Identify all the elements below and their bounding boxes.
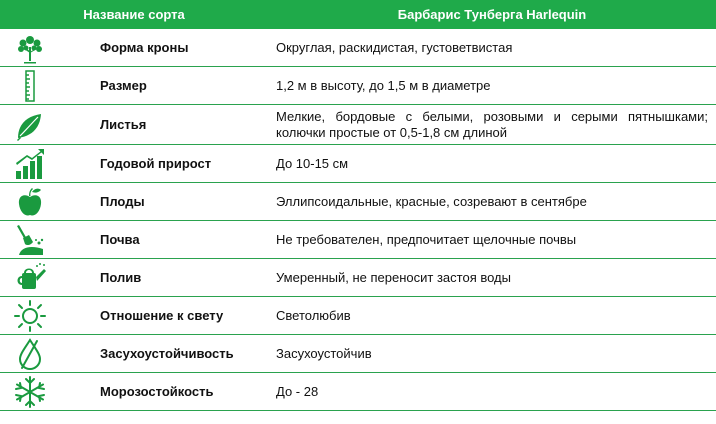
row-value: До 10-15 см: [276, 155, 349, 171]
table-row: [0, 221, 716, 259]
soil-shovel-icon: [0, 221, 60, 259]
row-value: Эллипсоидальные, красные, созревают в сентябре: [276, 193, 587, 209]
table-row: [0, 335, 716, 373]
tree-icon: [0, 29, 60, 67]
row-value: Мелкие, бордовые с белыми, розовыми и серыми пятнышками; колючки простые от 0,5-1,8 см длиной: [276, 108, 708, 140]
row-value: До - 28: [276, 383, 319, 399]
table-row: [0, 67, 716, 105]
ruler-icon: [0, 67, 60, 105]
row-label: Плоды: [100, 194, 145, 209]
drought-drop-icon: [0, 335, 60, 373]
table-row: [0, 183, 716, 221]
row-label: Полив: [100, 270, 142, 285]
row-value: 1,2 м в высоту, до 1,5 м в диаметре: [276, 77, 491, 93]
header-variety-name: Название сорта: [83, 7, 185, 22]
table-header: [0, 0, 716, 29]
watering-can-icon: [0, 259, 60, 297]
row-label: Листья: [100, 117, 147, 132]
row-value: Засухоустойчив: [276, 345, 372, 361]
apple-icon: [0, 183, 60, 221]
row-value: Светолюбив: [276, 307, 351, 323]
row-value: Округлая, раскидистая, густоветвистая: [276, 39, 513, 55]
row-label: Почва: [100, 232, 140, 247]
table-row: [0, 297, 716, 335]
table-row-partial: [0, 411, 716, 417]
growth-chart-icon: [0, 145, 60, 183]
table-row: [0, 29, 716, 67]
row-value: Не требователен, предпочитает щелочные почвы: [276, 231, 577, 247]
row-label: Засухоустойчивость: [100, 346, 234, 361]
row-label: Размер: [100, 78, 147, 93]
row-value: Умеренный, не переносит застоя воды: [276, 269, 511, 285]
row-label: Годовой прирост: [100, 156, 212, 171]
snowflake-icon: [0, 373, 60, 411]
table-row: [0, 145, 716, 183]
row-label: Форма кроны: [100, 40, 189, 55]
row-label: Морозостойкость: [100, 384, 214, 399]
table-row: [0, 259, 716, 297]
sun-icon: [0, 297, 60, 335]
leaf-icon: [0, 106, 60, 144]
header-variety-title: Барбарис Тунберга Harlequin: [397, 7, 587, 22]
row-label: Отношение к свету: [100, 308, 224, 323]
table-row: [0, 105, 716, 145]
table-row: [0, 373, 716, 411]
